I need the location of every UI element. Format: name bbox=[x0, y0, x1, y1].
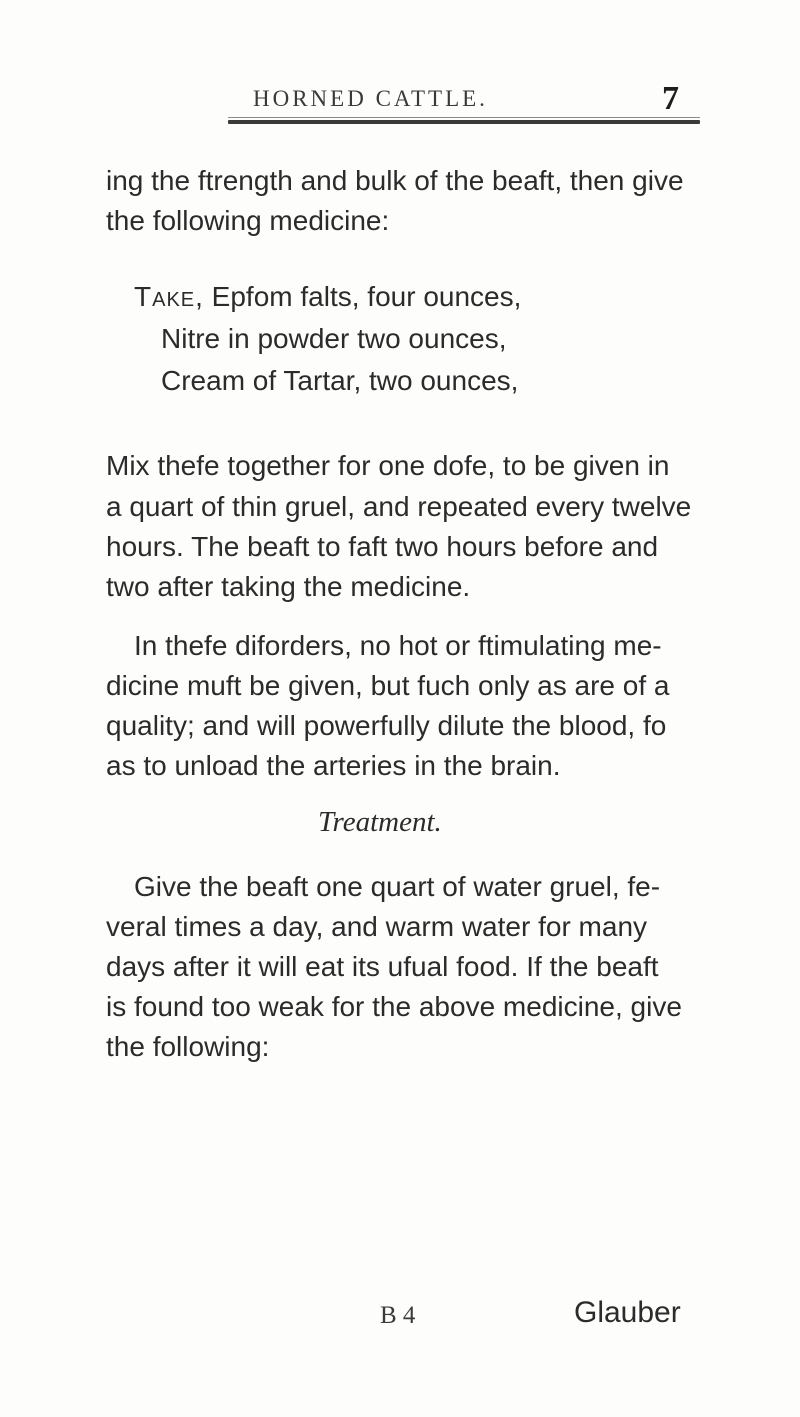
recipe-line1-rest: Epfom falts, four ounces, bbox=[203, 281, 522, 312]
signature-mark: B 4 bbox=[380, 1302, 416, 1329]
para3-line2: dicine muft be given, but fuch only as are of a bbox=[106, 670, 670, 701]
para2-line3: hours. The beaft to faft two hours before and bbox=[106, 531, 659, 562]
take-word: Take, bbox=[134, 281, 204, 312]
section-subheading: Treatment. bbox=[318, 806, 442, 838]
para3-line3: quality; and will powerfully dilute the blood, fo bbox=[106, 710, 667, 741]
recipe-line3: Cream of Tartar, two ounces, bbox=[161, 365, 519, 396]
para3-line1: In thefe diforders, no hot or ftimulating me- bbox=[134, 630, 662, 661]
catchword: Glauber bbox=[574, 1296, 681, 1329]
para1-line1: ing the ftrength and bulk of the beaft, then give bbox=[106, 165, 684, 196]
para4-line1: Give the beaft one quart of water gruel, fe- bbox=[134, 871, 661, 902]
para4-line2: veral times a day, and warm water for many bbox=[106, 911, 648, 942]
running-head: HORNED CATTLE. bbox=[253, 86, 488, 111]
para2-line1: Mix thefe together for one dofe, to be given in bbox=[106, 450, 670, 481]
para4-line5: the following: bbox=[106, 1031, 270, 1062]
page-number: 7 bbox=[662, 80, 679, 117]
para4-line3: days after it will eat its ufual food. If the beaft bbox=[106, 951, 659, 982]
para4-line4: is found too weak for the above medicine, give bbox=[106, 991, 682, 1022]
recipe-line1 bbox=[134, 277, 521, 317]
header-rule bbox=[228, 120, 700, 124]
header-rule-thin bbox=[228, 117, 700, 118]
para2-line2: a quart of thin gruel, and repeated every twelve bbox=[106, 491, 692, 522]
para1-line2: the following medicine: bbox=[106, 205, 390, 236]
para3-line4: as to unload the arteries in the brain. bbox=[106, 750, 561, 781]
para2-line4: two after taking the medicine. bbox=[106, 571, 471, 602]
recipe-line2: Nitre in powder two ounces, bbox=[161, 323, 507, 354]
